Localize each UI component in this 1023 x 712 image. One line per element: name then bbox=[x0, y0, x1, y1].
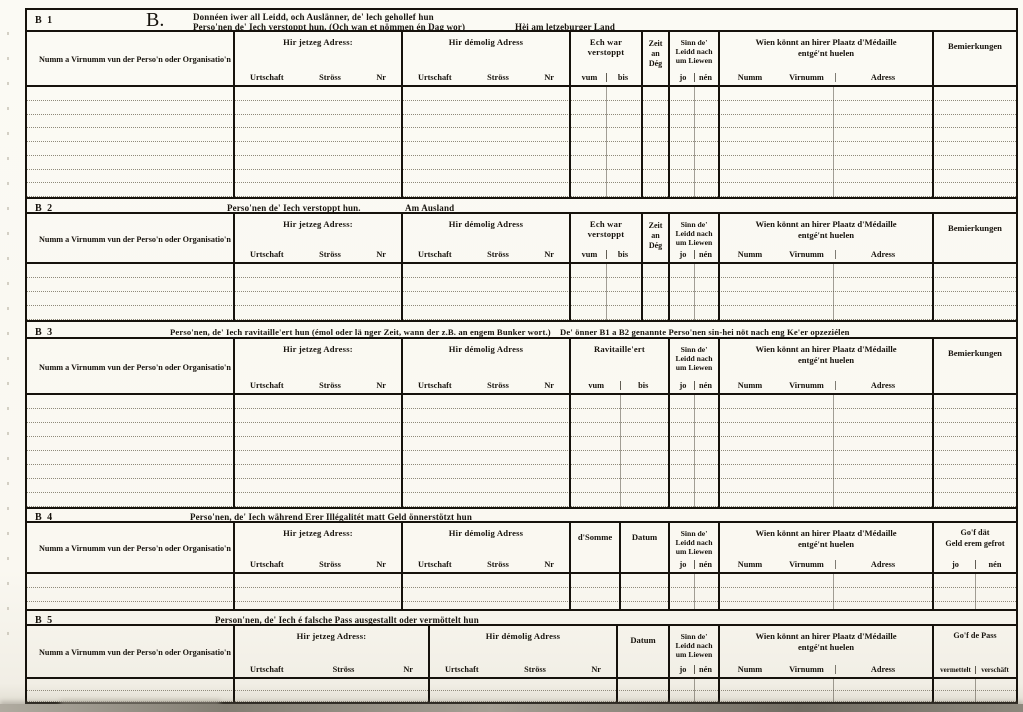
sub-col-label: nén bbox=[694, 381, 716, 390]
sub-col-label: Adress bbox=[835, 560, 930, 569]
sub-col-label: Numm bbox=[737, 250, 763, 259]
sub-col-label: Urtschaft bbox=[250, 665, 284, 674]
section-b2-entry-area bbox=[27, 264, 1016, 320]
col-date-header: Datum bbox=[616, 626, 668, 677]
yes-no-sub-headers bbox=[672, 73, 716, 82]
entry-cell-days bbox=[641, 264, 668, 320]
sub-col-label: Adress bbox=[835, 250, 930, 259]
entry-cell-remarks bbox=[932, 87, 1016, 197]
address-sub-headers bbox=[237, 250, 399, 259]
sub-col-label: Urtschaft bbox=[250, 560, 284, 569]
label-line: um Liewen bbox=[675, 363, 713, 373]
group-label: Ech war verstoppt bbox=[587, 37, 625, 57]
sub-col-label: Ströss bbox=[319, 560, 341, 569]
sub-col-label: nén bbox=[694, 73, 716, 82]
sub-col-label: vum bbox=[581, 73, 598, 82]
entry-cell-remarks bbox=[932, 264, 1016, 320]
entry-cell-alive bbox=[668, 264, 718, 320]
section-b2-column-headers bbox=[27, 214, 1016, 264]
label-line: Leidd nach bbox=[675, 538, 713, 548]
label-line: Dég bbox=[648, 59, 663, 68]
col-former-address-header bbox=[428, 626, 616, 677]
group-label: Ech war verstoppt bbox=[587, 219, 625, 239]
sub-col-label: Nr bbox=[403, 665, 413, 674]
col-former-address-header bbox=[401, 523, 569, 572]
entry-cell-date bbox=[619, 574, 668, 609]
section-title: Perso'nen, de' Iech während Erer Illégalitét matt Geld önnerstötzt hun bbox=[190, 512, 472, 522]
sub-col-label: Ströss bbox=[524, 665, 546, 674]
sub-col-label: bis bbox=[606, 250, 639, 259]
section-label: B 4 bbox=[35, 512, 54, 523]
sub-col-label: Nr bbox=[544, 560, 554, 569]
col-current-address-header bbox=[233, 339, 401, 393]
section-letter: B. bbox=[146, 9, 165, 31]
sub-col-label: nén bbox=[975, 560, 1014, 569]
entry-cell-sum bbox=[569, 574, 619, 609]
entry-cell-medal bbox=[718, 264, 932, 320]
sub-col-label: Nr bbox=[544, 381, 554, 390]
label-line: Zeit bbox=[648, 39, 663, 48]
label-line: Wien könnt an hirer Plaatz d'Médaille bbox=[755, 344, 897, 354]
section-b4-column-headers bbox=[27, 523, 1016, 574]
scan-bottom-edge bbox=[0, 704, 1023, 712]
section-b4 bbox=[27, 507, 1016, 609]
sub-col-label: bis bbox=[606, 73, 639, 82]
yes-no-sub-headers bbox=[672, 381, 716, 390]
medal-sub-headers bbox=[722, 381, 930, 390]
entry-cell-alive bbox=[668, 395, 718, 507]
col-name-header: Numm a Virnumm vun der Perso'n oder Organisatio'n bbox=[39, 55, 231, 64]
entry-cell-days bbox=[641, 87, 668, 197]
label-line: entgé'nt huelen bbox=[797, 642, 855, 653]
entry-cell-alive bbox=[668, 679, 718, 702]
col-former-address-header bbox=[401, 32, 569, 85]
entry-cell-name bbox=[27, 264, 233, 320]
label-line: um Liewen bbox=[675, 238, 713, 248]
label-line: Sinn de' bbox=[680, 529, 708, 538]
group-label: Hir démolig Adress bbox=[448, 37, 524, 47]
entry-cell-former-address bbox=[428, 679, 616, 702]
sub-col-label: Numm bbox=[737, 560, 763, 569]
entry-cell-pass bbox=[932, 679, 1016, 702]
address-sub-headers bbox=[405, 560, 567, 569]
entry-cell-remarks bbox=[932, 395, 1016, 507]
sub-col-label: Nr bbox=[376, 560, 386, 569]
sub-col-label: Urtschaft bbox=[418, 73, 452, 82]
col-medal-recipient-header bbox=[718, 523, 932, 572]
sub-col-label: Ströss bbox=[319, 381, 341, 390]
sub-col-label: Numm bbox=[737, 381, 763, 390]
entry-cell-former-address bbox=[401, 395, 569, 507]
sub-col-label: Nr bbox=[376, 250, 386, 259]
yes-no-sub-headers bbox=[672, 250, 716, 259]
label-line: an bbox=[651, 231, 660, 240]
entry-cell-money-reclaimed bbox=[932, 574, 1016, 609]
entry-cell-medal bbox=[718, 574, 932, 609]
entry-cell-current-address bbox=[233, 679, 428, 702]
section-label: B 1 bbox=[35, 15, 54, 26]
label-line: um Liewen bbox=[675, 547, 713, 557]
medal-sub-headers bbox=[722, 250, 930, 259]
section-b1-column-headers bbox=[27, 32, 1016, 87]
entry-cell-medal bbox=[718, 87, 932, 197]
group-label: Ravitaille'ert bbox=[593, 344, 645, 354]
address-sub-headers bbox=[405, 381, 567, 390]
label-line: Leidd nach bbox=[675, 47, 713, 57]
sub-col-label: Urtschaft bbox=[250, 73, 284, 82]
address-sub-headers bbox=[237, 665, 426, 674]
col-date-header: Datum bbox=[619, 523, 668, 572]
sub-col-label: Urtschaft bbox=[445, 665, 479, 674]
from-to-sub-headers bbox=[573, 250, 639, 259]
section-b5-column-headers bbox=[27, 626, 1016, 679]
col-remarks-header: Bemierkungen bbox=[932, 32, 1016, 85]
sub-col-label: Virnumm bbox=[789, 381, 824, 390]
col-resupplied-period-header bbox=[569, 339, 668, 393]
sub-col-label: vum bbox=[581, 250, 598, 259]
col-still-alive-header bbox=[668, 523, 718, 572]
from-to-sub-headers bbox=[573, 73, 639, 82]
sub-col-label: jo bbox=[679, 73, 687, 82]
sub-col-label: Virnumm bbox=[789, 665, 824, 674]
group-label: Hir démolig Adress bbox=[448, 344, 524, 354]
section-title-line2: Perso'nen de' Iech verstoppt hun. (Och wan et nömmen én Dag wor) bbox=[193, 21, 466, 32]
medal-sub-headers bbox=[722, 73, 930, 82]
section-b4-title-band bbox=[27, 507, 1016, 523]
section-b3 bbox=[27, 320, 1016, 507]
label-line: Go'f de Pass bbox=[953, 631, 997, 640]
col-current-address-header bbox=[233, 32, 401, 85]
entry-cell-alive bbox=[668, 87, 718, 197]
entry-cell-former-address bbox=[401, 87, 569, 197]
sub-col-label: Urtschaft bbox=[418, 381, 452, 390]
sub-col-label: Numm bbox=[737, 665, 763, 674]
sub-col-label: Urtschaft bbox=[250, 381, 284, 390]
sub-col-label: Ströss bbox=[487, 381, 509, 390]
group-label: Hir démolig Adress bbox=[485, 631, 561, 641]
scan-left-edge-marks bbox=[7, 10, 9, 650]
col-pass-issued-header bbox=[932, 626, 1016, 677]
label-line: entgé'nt huelen bbox=[797, 355, 855, 366]
yes-no-sub-headers bbox=[672, 560, 716, 569]
label-line: entgé'nt huelen bbox=[797, 539, 855, 550]
section-label: B 2 bbox=[35, 202, 54, 214]
col-name-header: Numm a Virnumm vun der Perso'n oder Organisatio'n bbox=[39, 234, 231, 244]
medal-sub-headers bbox=[722, 560, 930, 569]
sub-col-label: Ströss bbox=[487, 560, 509, 569]
address-sub-headers bbox=[432, 665, 614, 674]
col-still-alive-header bbox=[668, 626, 718, 677]
section-b1-title-band bbox=[27, 10, 1016, 32]
section-title-line1: Donnéen iwer all Leidd, och Auslänner, de' lech gehollef hun bbox=[193, 12, 434, 22]
medal-sub-headers bbox=[722, 665, 930, 674]
col-medal-recipient-header bbox=[718, 339, 932, 393]
col-name-header: Numm a Virnumm vun der Perso'n oder Organisatio'n bbox=[39, 648, 231, 657]
label-line: um Liewen bbox=[675, 56, 713, 66]
col-sum-header: d'Somme bbox=[569, 523, 619, 572]
sub-col-label: Virnumm bbox=[789, 250, 824, 259]
sub-col-label: Ströss bbox=[319, 73, 341, 82]
col-days-count-header bbox=[641, 32, 668, 85]
sub-col-label: jo bbox=[679, 381, 687, 390]
entry-cell-medal bbox=[718, 395, 932, 507]
sub-col-label: jo bbox=[679, 665, 687, 674]
address-sub-headers bbox=[237, 381, 399, 390]
col-medal-recipient-header bbox=[718, 214, 932, 262]
entry-cell-former-address bbox=[401, 264, 569, 320]
section-title: Perso'nen de' Iech verstoppt hun. bbox=[227, 202, 361, 213]
sub-col-label: Ströss bbox=[319, 250, 341, 259]
address-sub-headers bbox=[405, 250, 567, 259]
section-title: Person'nen, de' Iech é falsche Pass ausgestallt oder vermöttelt hun bbox=[215, 615, 479, 625]
col-name-header: Numm a Virnumm vun der Perso'n oder Organisatio'n bbox=[39, 362, 231, 372]
col-remarks-header: Bemierkungen bbox=[932, 214, 1016, 262]
yes-no-sub-headers bbox=[936, 560, 1014, 569]
entry-cell-name bbox=[27, 574, 233, 609]
sub-col-label: Nr bbox=[544, 250, 554, 259]
entry-cell-current-address bbox=[233, 264, 401, 320]
address-sub-headers bbox=[405, 73, 567, 82]
group-label: Hir jetzeg Adress: bbox=[296, 631, 367, 641]
sub-col-label: jo bbox=[679, 560, 687, 569]
group-label: Hir jetzeg Adress: bbox=[283, 37, 353, 47]
label-line: entgé'nt huelen bbox=[797, 230, 855, 241]
label-line: Zeit bbox=[648, 221, 663, 230]
entry-cell-date bbox=[616, 679, 668, 702]
label-line: Sinn de' bbox=[680, 345, 708, 354]
entry-cell-name bbox=[27, 87, 233, 197]
col-medal-recipient-header bbox=[718, 32, 932, 85]
sub-col-label: bis bbox=[620, 381, 667, 390]
group-label: Hir jetzeg Adress: bbox=[283, 528, 353, 538]
section-b1-entry-area bbox=[27, 87, 1016, 197]
section-b2-title-band bbox=[27, 197, 1016, 214]
label-line: an bbox=[651, 49, 660, 58]
sub-col-label: Nr bbox=[376, 73, 386, 82]
group-label: Hir jetzeg Adress: bbox=[283, 344, 353, 354]
group-label: Hir démolig Adress bbox=[448, 219, 524, 229]
pass-sub-headers bbox=[936, 666, 1014, 674]
label-line: Wien könnt an hirer Plaatz d'Médaille bbox=[755, 631, 897, 641]
label-line: Wien könnt an hirer Plaatz d'Médaille bbox=[755, 37, 897, 47]
sub-col-label: jo bbox=[952, 560, 959, 569]
form-sheet bbox=[25, 8, 1018, 704]
col-current-address-header bbox=[233, 626, 428, 677]
col-remarks-header: Bemierkungen bbox=[932, 339, 1016, 393]
label-line: Go'f dät bbox=[960, 528, 990, 537]
section-b1 bbox=[27, 10, 1016, 197]
section-label: B 5 bbox=[35, 615, 54, 626]
section-title-continued: De' önner B1 a B2 genannte Perso'nen sin-hei nöt nach eng Ke'er opzeziélen bbox=[560, 327, 850, 337]
col-medal-recipient-header bbox=[718, 626, 932, 677]
section-location: Hèi am letzeburger Land bbox=[515, 21, 616, 32]
sub-col-label: Urtschaft bbox=[418, 560, 452, 569]
sub-col-label: jo bbox=[679, 250, 687, 259]
entry-cell-name bbox=[27, 395, 233, 507]
label-line: Wien könnt an hirer Plaatz d'Médaille bbox=[755, 528, 897, 538]
sub-col-label: Urtschaft bbox=[250, 250, 284, 259]
label-line: Leidd nach bbox=[675, 354, 713, 364]
entry-cell-hidden-period bbox=[569, 264, 641, 320]
col-still-alive-header bbox=[668, 32, 718, 85]
entry-cell-hidden-period bbox=[569, 87, 641, 197]
from-to-sub-headers bbox=[573, 381, 666, 390]
sub-col-label: Ströss bbox=[332, 665, 355, 674]
sub-col-label: nén bbox=[694, 665, 716, 674]
col-current-address-header bbox=[233, 523, 401, 572]
entry-cell-current-address bbox=[233, 395, 401, 507]
col-still-alive-header bbox=[668, 214, 718, 262]
label-line: Sinn de' bbox=[680, 632, 708, 641]
sub-col-label: verschäft bbox=[975, 666, 1014, 674]
sub-col-label: Nr bbox=[376, 381, 386, 390]
label-line: um Liewen bbox=[675, 650, 713, 660]
col-former-address-header bbox=[401, 214, 569, 262]
label-line: entgé'nt huelen bbox=[797, 48, 855, 59]
sub-col-label: Virnumm bbox=[789, 73, 824, 82]
sub-col-label: Ströss bbox=[487, 250, 509, 259]
col-money-reclaimed-header bbox=[932, 523, 1016, 572]
entry-cell-current-address bbox=[233, 574, 401, 609]
sub-col-label: Nr bbox=[544, 73, 554, 82]
col-still-alive-header bbox=[668, 339, 718, 393]
section-b5-title-band bbox=[27, 609, 1016, 626]
entry-cell-former-address bbox=[401, 574, 569, 609]
sub-col-label: Adress bbox=[835, 665, 930, 674]
sub-col-label: nén bbox=[694, 560, 716, 569]
section-b5 bbox=[27, 609, 1016, 702]
section-label: B 3 bbox=[35, 327, 54, 338]
label-line: Dég bbox=[648, 241, 663, 250]
sub-col-label: Numm bbox=[737, 73, 763, 82]
sub-col-label: vermettelt bbox=[940, 666, 971, 674]
label-line: Wien könnt an hirer Plaatz d'Médaille bbox=[755, 219, 897, 229]
label-line: Geld erem gefrot bbox=[945, 538, 1005, 548]
sub-col-label: vum bbox=[588, 381, 605, 390]
sub-col-label: Virnumm bbox=[789, 560, 824, 569]
entry-cell-alive bbox=[668, 574, 718, 609]
section-b2 bbox=[27, 197, 1016, 320]
col-current-address-header bbox=[233, 214, 401, 262]
sub-col-label: Nr bbox=[591, 665, 601, 674]
col-days-count-header bbox=[641, 214, 668, 262]
label-line: Leidd nach bbox=[675, 641, 713, 651]
label-line: Sinn de' bbox=[680, 38, 708, 47]
section-b3-entry-area bbox=[27, 395, 1016, 507]
section-b4-entry-area bbox=[27, 574, 1016, 609]
section-location: Am Ausland bbox=[405, 202, 455, 213]
col-hidden-period-header bbox=[569, 32, 641, 85]
label-line: Leidd nach bbox=[675, 229, 713, 239]
entry-cell-medal bbox=[718, 679, 932, 702]
col-former-address-header bbox=[401, 339, 569, 393]
sub-col-label: nén bbox=[694, 250, 716, 259]
sub-col-label: Urtschaft bbox=[418, 250, 452, 259]
address-sub-headers bbox=[237, 73, 399, 82]
section-b3-title-band bbox=[27, 320, 1016, 339]
group-label: Hir jetzeg Adress: bbox=[283, 219, 353, 229]
section-title: Perso'nen, de' Iech ravitaille'ert hun (émol oder lä nger Zeit, wann der z.B. an engem Bunker wort.) bbox=[170, 327, 551, 337]
sub-col-label: Ströss bbox=[487, 73, 509, 82]
sub-col-label: Adress bbox=[835, 73, 930, 82]
col-hidden-period-header bbox=[569, 214, 641, 262]
section-b3-column-headers bbox=[27, 339, 1016, 395]
group-label: Hir démolig Adress bbox=[448, 528, 524, 538]
entry-cell-resupplied bbox=[569, 395, 668, 507]
address-sub-headers bbox=[237, 560, 399, 569]
col-name-header: Numm a Virnumm vun der Perso'n oder Organisatio'n bbox=[39, 544, 231, 553]
entry-cell-current-address bbox=[233, 87, 401, 197]
label-line: Sinn de' bbox=[680, 220, 708, 229]
yes-no-sub-headers bbox=[672, 665, 716, 674]
sub-col-label: Adress bbox=[835, 381, 930, 390]
